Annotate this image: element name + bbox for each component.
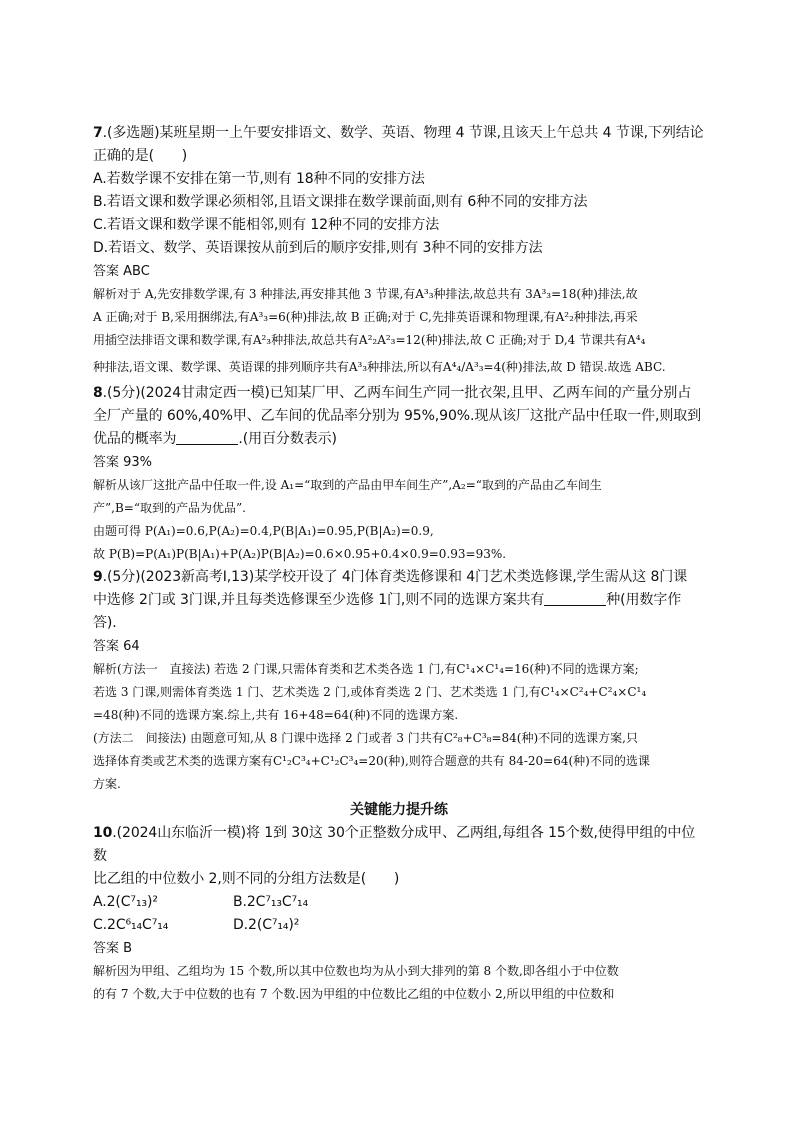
question-7-stem: 7.(多选题)某班星期一上午要安排语文、数学、英语、物理 4 节课,且该天上午总共 4 节课,下列结论 [93,125,704,141]
answer-blank [544,591,606,606]
question-10 [93,822,705,1006]
question-10-option-d: D.2(C⁷₁₄)² [233,917,300,933]
question-7-option-c: C.若语文课和数学课不能相邻,则有 12种不同的安排方法 [93,217,440,233]
question-number: 8 [93,385,103,401]
question-7-answer: 答案 ABC [93,264,150,279]
question-8-stem-cont: 全厂产量的 60%,40%甲、乙车间的优品率分别为 95%,90%.现从该厂这批产品中任取一件,则取到 [93,408,702,424]
question-7-option-a: A.若数学课不安排在第一节,则有 18种不同的安排方法 [93,171,425,187]
question-9-explanation-line: 选择体育类或艺术类的选课方案有C¹₂C³₄+C¹₂C³₄=20(种),则符合题意的共有 84-20=64(种)不同的选课 [93,754,650,768]
question-9-explanation-line: =48(种)不同的选课方案.综上,共有 16+48=64(种)不同的选课方案. [93,708,459,722]
question-7-explanation-line: 用插空法排语文课和数学课,有A²₃种排法,故总共有A²₂A²₃=12(种)排法,故 C 正确;对于 D,4 节课共有A⁴₄ [93,333,646,347]
question-9-stem-cont: 答). [93,615,117,631]
question-10-answer: 答案 B [93,941,133,956]
question-7-stem-cont: 正确的是( ) [93,148,188,164]
question-8-stem: 8.(5分)(2024甘肃定西一模)已知某厂甲、乙两车间生产同一批衣架,且甲、乙两车间的产量分别占 [93,385,692,401]
question-9-answer: 答案 64 [93,639,140,654]
question-10-stem: 10.(2024山东临沂一模)将 1到 30这 30个正整数分成甲、乙两组,每组各 15个数,使得甲组的中位数 [93,825,696,864]
question-8-answer: 答案 93% [93,455,153,470]
question-8-stem-cont: 优品的概率为 .(用百分数表示) [93,431,337,447]
question-10-option-c: C.2C⁶₁₄C⁷₁₄ [93,917,169,933]
question-8-explanation-line: 解析从该厂这批产品中任取一件,设 A₁=“取到的产品由甲车间生产”,A₂=“取到的产品由乙车间生 [93,478,602,492]
question-9-explanation-line: 若选 3 门课,则需体育类选 1 门、艺术类选 2 门,或体育类选 2 门、艺术类选 1 门,有C¹₄×C²₄+C²₄×C¹₄ [93,685,647,699]
question-10-options-row [93,914,705,937]
question-7 [93,122,705,382]
question-number: 9 [93,569,103,585]
document-content [93,122,705,1006]
question-7-option-d: D.若语文、数学、英语课按从前到后的顺序安排,则有 3种不同的安排方法 [93,240,543,256]
question-9-explanation-line: 解析(方法一 直接法) 若选 2 门课,只需体育类和艺术类各选 1 门,有C¹₄×C¹₄=16(种)不同的选课方案; [93,662,639,676]
question-10-option-a: A.2(C⁷₁₃)² [93,894,158,910]
question-number: 10 [93,825,113,841]
question-number: 7 [93,125,103,141]
question-9 [93,566,705,796]
section-title: 关键能力提升练 [350,802,448,818]
question-7-option-b: B.若语文课和数学课必须相邻,且语文课排在数学课前面,则有 6种不同的安排方法 [93,194,588,210]
question-10-stem-cont: 比乙组的中位数小 2,则不同的分组方法数是( ) [93,871,400,887]
question-8-explanation-line: 产”,B=“取到的产品为优品”. [93,501,246,515]
question-9-stem-cont: 中选修 2门或 3门课,并且每类选修课至少选修 1门,则不同的选课方案共有 种(用数字作 [93,592,682,608]
question-7-explanation-line: 解析对于 A,先安排数学课,有 3 种排法,再安排其他 3 节课,有A³₃种排法,故总共有 3A³₃=18(种)排法,故 [93,287,638,301]
question-8 [93,382,705,566]
question-10-option-b: B.2C⁷₁₃C⁷₁₄ [233,894,309,910]
question-7-explanation-line: A 正确;对于 B,采用捆绑法,有A³₃=6(种)排法,故 B 正确;对于 C,先排英语课和物理课,有A²₂种排法,再采 [93,310,638,324]
question-9-stem: 9.(5分)(2023新高考Ⅰ,13)某学校开设了 4门体育类选修课和 4门艺术类选修课,学生需从这 8门课 [93,569,688,585]
question-9-explanation-line: (方法二 间接法) 由题意可知,从 8 门课中选择 2 门或者 3 门共有C²₈+C³₈=84(种)不同的选课方案,只 [93,731,638,745]
answer-blank [176,430,238,445]
question-10-explanation-line: 的有 7 个数,大于中位数的也有 7 个数.因为甲组的中位数比乙组的中位数小 2,所以甲组的中位数和 [93,987,615,1001]
question-10-explanation-line: 解析因为甲组、乙组均为 15 个数,所以其中位数也均为从小到大排列的第 8 个数,即各组小于中位数 [93,964,619,978]
question-7-explanation-line: 种排法,语文课、数学课、英语课的排列顺序共有A³₃种排法,所以有A⁴₄/A³₃=4(种)排法,故 D 错误.故选 ABC. [93,360,666,374]
question-9-explanation-line: 方案. [93,777,121,791]
question-10-options-row [93,891,705,914]
question-8-explanation-line: 故 P(B)=P(A₁)P(B|A₁)+P(A₂)P(B|A₂)=0.6×0.95+0.4×0.9=0.93=93%. [93,547,507,561]
question-8-explanation-line: 由题可得 P(A₁)=0.6,P(A₂)=0.4,P(B|A₁)=0.95,P(B|A₂)=0.9, [93,524,434,538]
